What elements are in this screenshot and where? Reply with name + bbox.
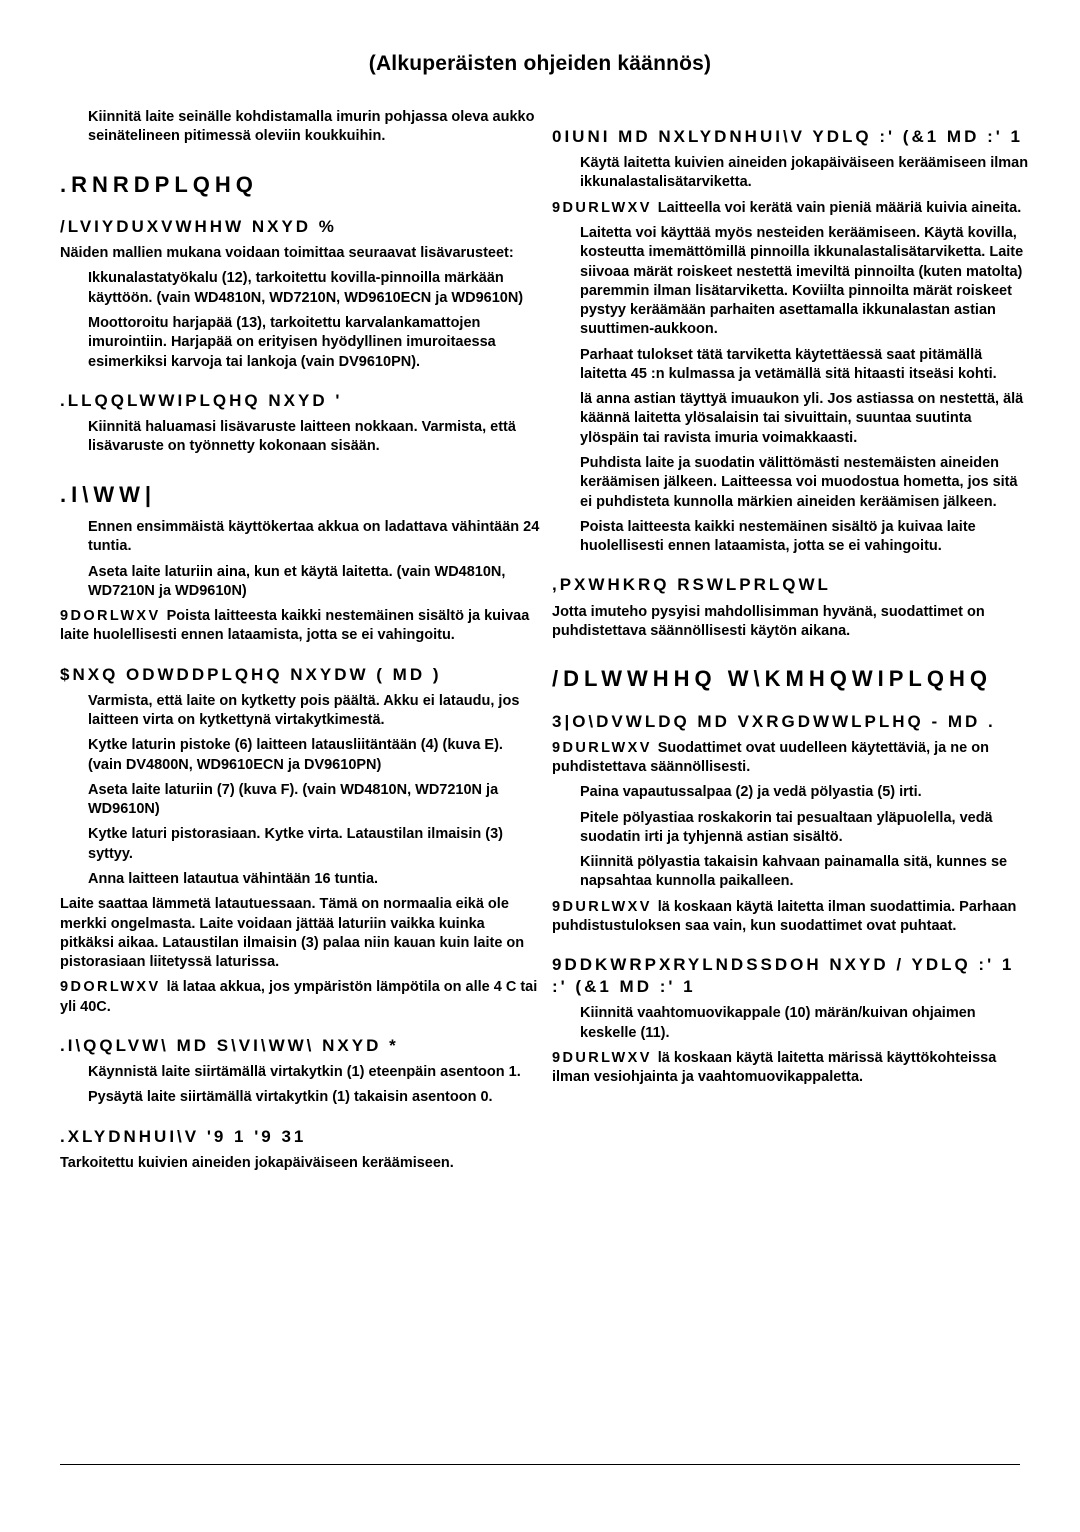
warning-note-label: 9DURLWXV: [552, 1049, 652, 1066]
section-heading: .I\WW|: [60, 481, 157, 507]
warning-note-text: lä koskaan käytä laitetta ilman suodattimia. Parhaan puhdistustuloksen saa vain, kun suodattimet ovat puhtaat.: [552, 898, 1017, 934]
body-paragraph: Kiinnitä pölyastia takaisin kahvaan painamalla sitä, kunnes se napsahtaa kunnolla paikalleen.: [580, 854, 1008, 890]
subsection-heading: .I\QQLVW\ MD S\VI\WW\ NXYD *: [60, 1036, 399, 1055]
body-paragraph: Varmista, että laite on kytketty pois päältä. Akku ei lataudu, jos laitteen virta on kytkettynä virtakytkimestä.: [88, 692, 520, 729]
subsection-heading: $NXQ ODWDDPLQHQ NXYDW ( MD ): [60, 664, 442, 684]
warning-note-label: 9DURLWXV: [552, 898, 652, 915]
warning-note-text: lä koskaan käytä laitetta märissä käyttökohteissa ilman vesiohjainta ja vaahtomuovikappaletta.: [552, 1049, 997, 1086]
left-column: [60, 108, 540, 1179]
body-paragraph: Laitetta voi käyttää myös nesteiden keräämiseen. Käytä kovilla, kosteutta imemättömillä pinnoilla ikkunalastalisätarviketta. Laite siivoaa märät roiskeet nestettä imeviltä pinnoilta (kuten matolta) paremmin ilman lisätarviketta. Koviilta pinnoilta märät roiskeet pystyy keräämään parhaiten asettamalla ikkunalastan astian suuttimen-aukkoon.: [580, 224, 1024, 338]
warning-note-label: 9DURLWXV: [552, 739, 652, 756]
body-paragraph: Kiinnitä haluamasi lisävaruste laitteen nokkaan. Varmista, että lisävaruste on työnnetty kokonaan sisään.: [88, 418, 516, 455]
right-column: [552, 108, 1032, 1094]
body-paragraph: Kytke laturin pistoke (6) laitteen latausliitäntään (4) (kuva E). (vain DV4800N, WD9610ECN ja DV9610PN): [88, 737, 503, 773]
body-paragraph: Kytke laturi pistorasiaan. Kytke virta. Lataustilan ilmaisin (3) syttyy.: [88, 826, 503, 862]
warning-note-text: Suodattimet ovat uudelleen käytettäviä, ja ne on puhdistettava säännöllisesti.: [552, 739, 989, 775]
warning-note: [552, 199, 1032, 218]
warning-note-text: Poista laitteesta kaikki nestemäinen sisältö ja kuivaa laite huolellisesti ennen lataamista, jotta se ei vahingoitu.: [60, 608, 530, 644]
footer-divider: [60, 1464, 1020, 1465]
body-paragraph: Moottoroitu harjapää (13), tarkoitettu karvalankamattojen imurointiin. Harjapää on erityisen hyödyllinen imuroitaessa esimerkiksi karvoja tai lankoja (vain DV9610PN).: [88, 315, 496, 370]
body-paragraph: Ennen ensimmäistä käyttökertaa akkua on ladattava vähintään 24 tuntia.: [88, 519, 540, 555]
body-paragraph: Laite saattaa lämmetä latautuessaan. Tämä on normaalia eikä ole merkki ongelmasta. Laite voidaan jättää laturiin vaikka kuinka pitkäksi aikaa. Lataustilan ilmaisin (3) palaa niin kauan kuin laite on pistorasiaan liitetyssä laturissa.: [60, 896, 525, 971]
warning-note: [552, 739, 1032, 778]
warning-note-label: 9DORLWXV: [60, 608, 161, 625]
body-paragraph: Aseta laite laturiin aina, kun et käytä laitetta. (vain WD4810N, WD7210N ja WD9610N): [88, 563, 506, 599]
subsection-heading: 9DDKWRPXRYLNDSSDOH NXYD / YDLQ :' 1 :' (&1 MD :' 1: [552, 955, 1015, 997]
body-paragraph: Käynnistä laite siirtämällä virtakytkin (1) eteenpäin asentoon 1.: [88, 1064, 521, 1081]
subsection-heading: 3|O\DVWLDQ MD VXRGDWWLPLHQ - MD .: [552, 711, 996, 731]
warning-note-label: 9DORLWXV: [60, 979, 161, 996]
page-title: (Alkuperäisten ohjeiden käännös): [368, 52, 712, 75]
body-paragraph: Puhdista laite ja suodatin välittömästi nestemäisten aineiden keräämisen jälkeen. Laitteessa voi muodostua hometta, jos sitä ei puhdisteta kunnolla märkien aineiden keräämisen jälkeen.: [580, 455, 1018, 510]
subsection-heading: ,PXWHKRQ RSWLPRLQWL: [552, 575, 831, 595]
body-paragraph: Ikkunalastatyökalu (12), tarkoitettu kovilla-pinnoilla märkään käyttöön. (vain WD4810N, WD7210N, WD9610ECN ja WD9610N): [88, 270, 524, 306]
warning-note: [552, 1049, 1032, 1088]
warning-note: [60, 978, 540, 1017]
warning-note: [552, 898, 1032, 937]
body-paragraph: Jotta imuteho pysyisi mahdollisimman hyvänä, suodattimet on puhdistettava säännöllisesti käytön aikana.: [552, 603, 985, 639]
body-paragraph: Kiinnitä vaahtomuovikappale (10) märän/kuivan ohjaimen keskelle (11).: [580, 1005, 976, 1041]
subsection-heading: .LLQQLWWIPLQHQ NXYD ': [60, 390, 343, 410]
body-paragraph: Parhaat tulokset tätä tarviketta käytettäessä saat pitämällä laitetta 45 :n kulmassa ja vetämällä sitä hitaasti itseäsi kohti.: [580, 346, 997, 382]
body-paragraph: Paina vapautussalpaa (2) ja vedä pölyastia (5) irti.: [580, 784, 922, 801]
body-paragraph: Poista laitteesta kaikki nestemäinen sisältö ja kuivaa laite huolellisesti ennen lataamista, jotta se ei vahingoitu.: [580, 518, 976, 555]
warning-note-text: Laitteella voi kerätä vain pieniä määriä kuivia aineita.: [657, 199, 1022, 216]
body-paragraph: Aseta laite laturiin (7) (kuva F). (vain WD4810N, WD7210N ja WD9610N): [88, 781, 499, 818]
body-paragraph: Näiden mallien mukana voidaan toimittaa seuraavat lisävarusteet:: [60, 245, 514, 262]
body-paragraph: Tarkoitettu kuivien aineiden jokapäiväiseen keräämiseen.: [60, 1154, 454, 1171]
body-paragraph: Kiinnitä laite seinälle kohdistamalla imurin pohjassa oleva aukko seinätelineen pitimessä oleviin koukkuihin.: [88, 109, 535, 145]
section-heading: .RNRDPLQHQ: [60, 171, 258, 197]
subsection-heading: 0IUNI MD NXLYDNHUI\V YDLQ :' (&1 MD :' 1: [552, 127, 1023, 146]
body-paragraph: Pitele pölyastiaa roskakorin tai pesualtaan yläpuolella, vedä suodatin irti ja tyhjennä astian sisältö.: [580, 809, 993, 845]
body-paragraph: lä anna astian täyttyä imuaukon yli. Jos astiassa on nestettä, älä käännä laitetta ylösalaisin tai sivuittain, suuntaa suutinta ylöspäin tai ravista imuria voimakkaasti.: [580, 391, 1024, 446]
body-paragraph: Anna laitteen latautua vähintään 16 tuntia.: [88, 871, 379, 888]
section-heading: /DLWWHHQ W\KMHQWIPLQHQ: [552, 666, 992, 692]
body-paragraph: Käytä laitetta kuivien aineiden jokapäiväiseen keräämiseen ilman ikkunalastalisätarviketta.: [580, 155, 1029, 191]
warning-note-text: lä lataa akkua, jos ympäristön lämpötila on alle 4 C tai yli 40C.: [60, 979, 538, 1015]
subsection-heading: /LVIYDUXVWHHW NXYD %: [60, 217, 337, 237]
body-paragraph: Pysäytä laite siirtämällä virtakytkin (1) takaisin asentoon 0.: [88, 1089, 493, 1106]
subsection-heading: .XLYDNHUI\V '9 1 '9 31: [60, 1126, 307, 1146]
warning-note: [60, 607, 540, 646]
warning-note-label: 9DURLWXV: [552, 199, 652, 216]
